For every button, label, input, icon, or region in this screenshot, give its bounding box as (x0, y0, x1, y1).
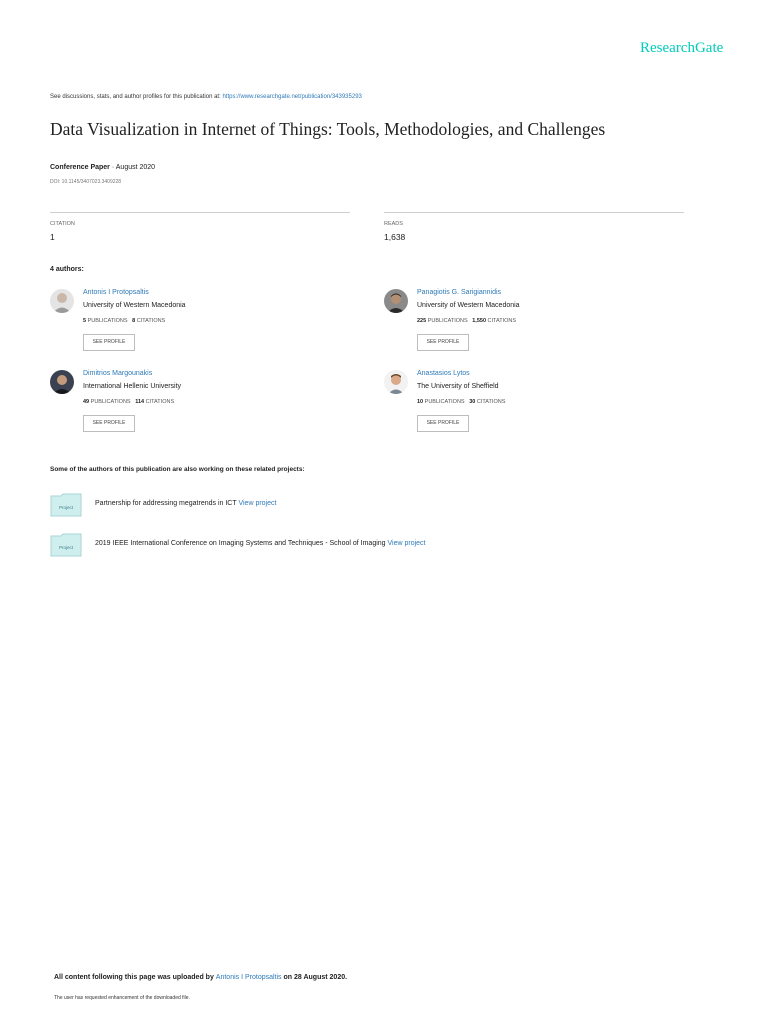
author-stats (83, 399, 174, 405)
discussion-line (50, 94, 362, 100)
reads-value: 1,638 (384, 232, 406, 242)
citation-count: 8 (132, 318, 136, 324)
project-name: 2019 IEEE International Conference on Imaging Systems and Techniques - School of Imaging (95, 540, 388, 547)
avatar[interactable] (50, 289, 74, 313)
citation-count: 1,550 (472, 318, 487, 324)
discussion-prefix: See discussions, stats, and author profiles for this publication at: (50, 94, 223, 100)
citation-count: 114 (135, 399, 145, 405)
citation-label: CITATION (50, 221, 75, 227)
enhancement-note: The user has requested enhancement of the downloaded file. (54, 995, 190, 1001)
publication-count: 225 (417, 318, 427, 324)
author-stats (417, 399, 505, 405)
citations-label: CITATIONS (145, 399, 175, 405)
see-profile-button[interactable]: SEE PROFILE (83, 415, 135, 432)
citations-label: CITATIONS (487, 318, 517, 324)
publications-label: PUBLICATIONS (90, 399, 131, 405)
see-profile-button[interactable]: SEE PROFILE (417, 334, 469, 351)
publication-count: 5 (83, 318, 87, 324)
upload-prefix: All content following this page was uploaded by (54, 974, 216, 981)
uploader-link[interactable]: Antonis I Protopsaltis (215, 974, 282, 981)
author-card (384, 289, 684, 361)
upload-suffix: on 28 August 2020. (281, 974, 348, 981)
author-name-link[interactable]: Panagiotis G. Sarigiannidis (417, 289, 502, 296)
project-folder-icon (50, 493, 82, 517)
author-institution: University of Western Macedonia (83, 302, 186, 309)
related-project-item (50, 533, 750, 557)
author-institution: University of Western Macedonia (417, 302, 520, 309)
project-folder-icon (50, 533, 82, 557)
author-institution: International Hellenic University (83, 383, 182, 390)
upload-note (54, 974, 347, 981)
see-profile-button[interactable]: SEE PROFILE (417, 415, 469, 432)
citation-value: 1 (50, 232, 55, 242)
paper-doi: DOI: 10.1145/3407023.3409228 (50, 179, 122, 185)
citations-label: CITATIONS (136, 318, 166, 324)
researchgate-logo[interactable]: ResearchGate (640, 40, 724, 56)
author-stats (417, 318, 516, 324)
citation-count: 30 (469, 399, 476, 405)
citation-divider (50, 212, 350, 213)
avatar[interactable] (50, 370, 74, 394)
project-name: Partnership for addressing megatrends in ICT (95, 500, 239, 507)
author-card (384, 370, 684, 442)
citations-label: CITATIONS (476, 399, 506, 405)
author-card (50, 370, 350, 442)
author-name-link[interactable]: Anastasios Lytos (417, 370, 470, 377)
paper-type-line (50, 164, 155, 171)
view-project-link[interactable]: View project (387, 540, 426, 547)
project-icon-label: Project (58, 545, 74, 550)
project-title (95, 500, 276, 507)
avatar[interactable] (384, 370, 408, 394)
paper-type: Conference Paper (50, 164, 110, 171)
project-title (95, 540, 426, 547)
publication-url-link[interactable]: https://www.researchgate.net/publication/343935293 (222, 94, 362, 100)
view-project-link[interactable]: View project (238, 500, 277, 507)
authors-heading: 4 authors: (50, 266, 84, 273)
avatar[interactable] (384, 289, 408, 313)
project-icon-label: Project (58, 505, 74, 510)
related-project-item (50, 493, 750, 517)
publication-count: 49 (83, 399, 90, 405)
reads-label: READS (384, 221, 403, 227)
author-name-link[interactable]: Dimitrios Margounakis (83, 370, 153, 377)
author-card (50, 289, 350, 361)
author-stats (83, 318, 165, 324)
related-projects-heading: Some of the authors of this publication are also working on these related projects: (50, 466, 305, 473)
author-institution: The University of Sheffield (417, 383, 499, 390)
reads-divider (384, 212, 684, 213)
see-profile-button[interactable]: SEE PROFILE (83, 334, 135, 351)
paper-title: Data Visualization in Internet of Things: Tools, Methodologies, and Challenges (50, 119, 606, 139)
publications-label: PUBLICATIONS (427, 318, 468, 324)
publications-label: PUBLICATIONS (87, 318, 128, 324)
publications-label: PUBLICATIONS (424, 399, 465, 405)
publication-count: 10 (417, 399, 424, 405)
paper-date: · August 2020 (109, 164, 156, 171)
author-name-link[interactable]: Antonis I Protopsaltis (83, 289, 149, 296)
